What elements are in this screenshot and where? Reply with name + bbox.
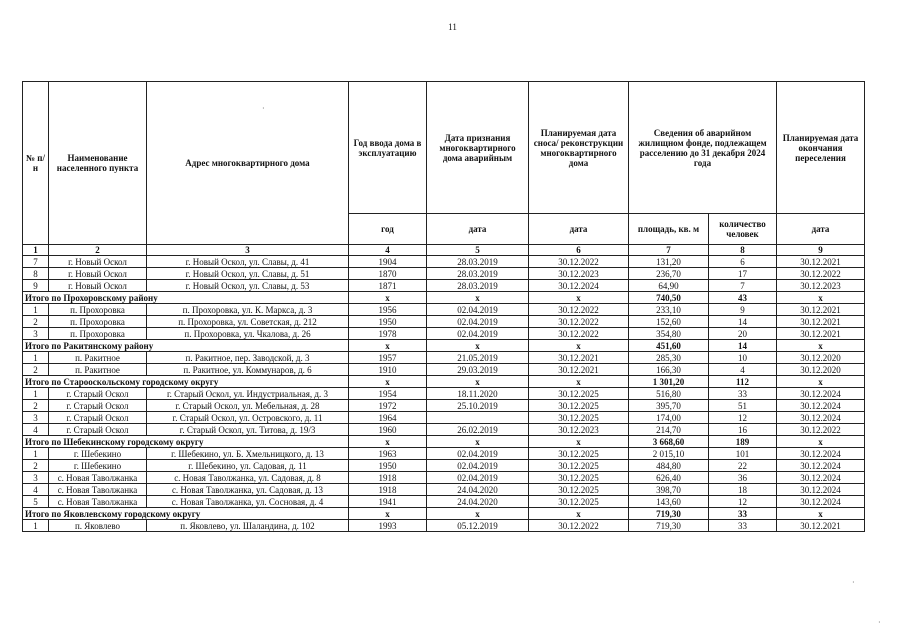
date-resettle-cell: 30.12.2021	[777, 520, 865, 532]
header-year-built: Год ввода дома в эксплуатацию	[349, 82, 427, 214]
date-resettle-cell: 30.12.2021	[777, 304, 865, 316]
date-resettle-cell: 30.12.2021	[777, 328, 865, 340]
area-cell: 719,30	[629, 520, 709, 532]
area-cell: 236,70	[629, 268, 709, 280]
date-demolish-cell: 30.12.2022	[529, 328, 629, 340]
subtotal-cell: x	[777, 340, 865, 352]
address-cell: с. Новая Таволжанка, ул. Сосновая, д. 4	[147, 496, 349, 508]
year-cell: 1972	[349, 400, 427, 412]
table-row	[23, 256, 865, 268]
table-row	[23, 412, 865, 424]
address-cell: г. Старый Оскол, ул. Островского, д. 11	[147, 412, 349, 424]
date-demolish-cell: 30.12.2025	[529, 472, 629, 484]
date-unsafe-cell: 18.11.2020	[427, 388, 529, 400]
subtotal-cell: 43	[709, 292, 777, 304]
subtotal-cell: x	[529, 508, 629, 520]
resettlement-table	[22, 81, 865, 532]
date-unsafe-cell: 02.04.2019	[427, 316, 529, 328]
subtotal-cell: x	[529, 340, 629, 352]
date-demolish-cell: 30.12.2022	[529, 304, 629, 316]
people-cell: 14	[709, 316, 777, 328]
subtotal-cell: x	[427, 436, 529, 448]
table-body	[23, 256, 865, 532]
row-num: 5	[23, 496, 49, 508]
date-resettle-cell: 30.12.2020	[777, 352, 865, 364]
address-cell: г. Шебекино, ул. Садовая, д. 11	[147, 460, 349, 472]
area-cell: 398,70	[629, 484, 709, 496]
header-fund-info: Сведения об аварийном жилищном фонде, подлежащем расселению до 31 декабря 2024 года	[629, 82, 777, 214]
subtotal-cell: 14	[709, 340, 777, 352]
people-cell: 20	[709, 328, 777, 340]
subtotal-cell: x	[427, 376, 529, 388]
date-demolish-cell: 30.12.2022	[529, 520, 629, 532]
subtotal-cell: x	[529, 376, 629, 388]
area-cell: 516,80	[629, 388, 709, 400]
subtotal-cell: 740,50	[629, 292, 709, 304]
date-demolish-cell: 30.12.2025	[529, 460, 629, 472]
area-cell: 484,80	[629, 460, 709, 472]
date-resettle-cell: 30.12.2020	[777, 364, 865, 376]
year-cell: 1957	[349, 352, 427, 364]
column-number: 2	[49, 245, 147, 256]
people-cell: 22	[709, 460, 777, 472]
subtotal-cell: 719,30	[629, 508, 709, 520]
address-cell: г. Старый Оскол, ул. Титова, д. 19/3	[147, 424, 349, 436]
settlement-cell: г. Старый Оскол	[49, 400, 147, 412]
date-resettle-cell: 30.12.2021	[777, 316, 865, 328]
subheader-area: площадь, кв. м	[629, 214, 709, 245]
address-cell: г. Новый Оскол, ул. Славы, д. 41	[147, 256, 349, 268]
subtotal-cell: x	[427, 340, 529, 352]
column-number: 5	[427, 245, 529, 256]
year-cell: 1918	[349, 484, 427, 496]
address-cell: г. Шебекино, ул. Б. Хмельницкого, д. 13	[147, 448, 349, 460]
date-unsafe-cell: 21.05.2019	[427, 352, 529, 364]
table-row	[23, 316, 865, 328]
header-settlement: Наименование населенного пункта	[49, 82, 147, 245]
date-unsafe-cell: 05.12.2019	[427, 520, 529, 532]
subtotal-cell: x	[777, 292, 865, 304]
settlement-cell: п. Прохоровка	[49, 304, 147, 316]
area-cell: 166,30	[629, 364, 709, 376]
date-demolish-cell: 30.12.2025	[529, 388, 629, 400]
address-cell: г. Новый Оскол, ул. Славы, д. 53	[147, 280, 349, 292]
settlement-cell: г. Новый Оскол	[49, 280, 147, 292]
people-cell: 12	[709, 496, 777, 508]
table-row	[23, 328, 865, 340]
subtotal-cell: 33	[709, 508, 777, 520]
row-num: 4	[23, 484, 49, 496]
subtotal-row	[23, 292, 865, 304]
subtotal-cell: x	[349, 340, 427, 352]
date-unsafe-cell: 29.03.2019	[427, 364, 529, 376]
row-num: 9	[23, 280, 49, 292]
column-number: 8	[709, 245, 777, 256]
subtotal-cell: 1 301,20	[629, 376, 709, 388]
row-num: 3	[23, 412, 49, 424]
table-row	[23, 280, 865, 292]
address-cell: п. Ракитное, пер. Заводской, д. 3	[147, 352, 349, 364]
header-date-resettle: Планируемая дата окончания переселения	[777, 82, 865, 214]
settlement-cell: г. Старый Оскол	[49, 412, 147, 424]
date-demolish-cell: 30.12.2022	[529, 256, 629, 268]
date-resettle-cell: 30.12.2021	[777, 256, 865, 268]
date-unsafe-cell: 26.02.2019	[427, 424, 529, 436]
column-number: 9	[777, 245, 865, 256]
area-cell: 131,20	[629, 256, 709, 268]
header-date-demolish: Планируемая дата сноса/ реконструкции многоквартирного дома	[529, 82, 629, 214]
date-resettle-cell: 30.12.2024	[777, 448, 865, 460]
row-num: 1	[23, 304, 49, 316]
date-resettle-cell: 30.12.2022	[777, 424, 865, 436]
table-row	[23, 520, 865, 532]
date-unsafe-cell	[427, 412, 529, 424]
people-cell: 10	[709, 352, 777, 364]
subtotal-label: Итого по Старооскольскому городскому округу	[23, 376, 349, 388]
date-unsafe-cell: 28.03.2019	[427, 280, 529, 292]
area-cell: 233,10	[629, 304, 709, 316]
year-cell: 1910	[349, 364, 427, 376]
settlement-cell: г. Шебекино	[49, 460, 147, 472]
people-cell: 18	[709, 484, 777, 496]
row-num: 8	[23, 268, 49, 280]
year-cell: 1871	[349, 280, 427, 292]
scan-speck: ·	[852, 578, 855, 587]
date-resettle-cell: 30.12.2024	[777, 496, 865, 508]
header-num: № п/н	[23, 82, 49, 245]
people-cell: 16	[709, 424, 777, 436]
date-demolish-cell: 30.12.2023	[529, 268, 629, 280]
date-resettle-cell: 30.12.2024	[777, 400, 865, 412]
date-resettle-cell: 30.12.2023	[777, 280, 865, 292]
subtotal-cell: x	[349, 292, 427, 304]
table-row	[23, 484, 865, 496]
column-number: 3	[147, 245, 349, 256]
address-cell: п. Яковлево, ул. Шаландина, д. 102	[147, 520, 349, 532]
date-unsafe-cell: 28.03.2019	[427, 268, 529, 280]
settlement-cell: с. Новая Таволжанка	[49, 496, 147, 508]
subtotal-label: Итого по Ракитянскому району	[23, 340, 349, 352]
date-unsafe-cell: 02.04.2019	[427, 304, 529, 316]
subtotal-label: Итого по Яковлевскому городскому округу	[23, 508, 349, 520]
settlement-cell: с. Новая Таволжанка	[49, 472, 147, 484]
year-cell: 1960	[349, 424, 427, 436]
subtotal-cell: x	[529, 436, 629, 448]
people-cell: 9	[709, 304, 777, 316]
date-resettle-cell: 30.12.2024	[777, 460, 865, 472]
subtotal-cell: x	[777, 436, 865, 448]
people-cell: 12	[709, 412, 777, 424]
address-cell: г. Старый Оскол, ул. Мебельная, д. 28	[147, 400, 349, 412]
address-cell: г. Новый Оскол, ул. Славы, д. 51	[147, 268, 349, 280]
subtotal-cell: x	[349, 436, 427, 448]
date-resettle-cell: 30.12.2024	[777, 472, 865, 484]
subheader-date-2: дата	[529, 214, 629, 245]
subheader-year: год	[349, 214, 427, 245]
people-cell: 33	[709, 388, 777, 400]
people-cell: 7	[709, 280, 777, 292]
area-cell: 626,40	[629, 472, 709, 484]
subtotal-cell: 189	[709, 436, 777, 448]
people-cell: 33	[709, 520, 777, 532]
date-resettle-cell: 30.12.2024	[777, 412, 865, 424]
column-number: 7	[629, 245, 709, 256]
subtotal-label: Итого по Прохоровскому району	[23, 292, 349, 304]
header-date-unsafe: Дата признания многоквартирного дома аварийным	[427, 82, 529, 214]
row-num: 2	[23, 460, 49, 472]
year-cell: 1954	[349, 388, 427, 400]
people-cell: 36	[709, 472, 777, 484]
table-row	[23, 496, 865, 508]
subtotal-cell: 3 668,60	[629, 436, 709, 448]
year-cell: 1978	[349, 328, 427, 340]
area-cell: 152,60	[629, 316, 709, 328]
table-row	[23, 424, 865, 436]
subtotal-cell: x	[529, 292, 629, 304]
people-cell: 101	[709, 448, 777, 460]
table-row	[23, 304, 865, 316]
column-number: 4	[349, 245, 427, 256]
column-number: 6	[529, 245, 629, 256]
row-num: 2	[23, 400, 49, 412]
date-demolish-cell: 30.12.2021	[529, 352, 629, 364]
people-cell: 17	[709, 268, 777, 280]
subtotal-row	[23, 340, 865, 352]
subtotal-cell: x	[777, 508, 865, 520]
date-unsafe-cell: 02.04.2019	[427, 328, 529, 340]
address-cell: п. Ракитное, ул. Коммунаров, д. 6	[147, 364, 349, 376]
row-num: 1	[23, 448, 49, 460]
subtotal-cell: 112	[709, 376, 777, 388]
subtotal-cell: x	[349, 376, 427, 388]
year-cell: 1956	[349, 304, 427, 316]
date-unsafe-cell: 24.04.2020	[427, 496, 529, 508]
date-demolish-cell: 30.12.2025	[529, 412, 629, 424]
date-resettle-cell: 30.12.2022	[777, 268, 865, 280]
year-cell: 1950	[349, 316, 427, 328]
year-cell: 1941	[349, 496, 427, 508]
date-demolish-cell: 30.12.2023	[529, 424, 629, 436]
table-row	[23, 400, 865, 412]
address-cell: п. Прохоровка, ул. Советская, д. 212	[147, 316, 349, 328]
date-resettle-cell: 30.12.2024	[777, 484, 865, 496]
row-num: 3	[23, 328, 49, 340]
people-cell: 4	[709, 364, 777, 376]
subtotal-cell: x	[349, 508, 427, 520]
row-num: 7	[23, 256, 49, 268]
row-num: 3	[23, 472, 49, 484]
row-num: 1	[23, 388, 49, 400]
settlement-cell: п. Ракитное	[49, 364, 147, 376]
year-cell: 1870	[349, 268, 427, 280]
area-cell: 143,60	[629, 496, 709, 508]
date-demolish-cell: 30.12.2022	[529, 316, 629, 328]
year-cell: 1904	[349, 256, 427, 268]
date-demolish-cell: 30.12.2021	[529, 364, 629, 376]
row-num: 4	[23, 424, 49, 436]
subheader-date-1: дата	[427, 214, 529, 245]
subtotal-row	[23, 436, 865, 448]
year-cell: 1918	[349, 472, 427, 484]
settlement-cell: п. Яковлево	[49, 520, 147, 532]
column-number-row	[23, 245, 865, 256]
people-cell: 51	[709, 400, 777, 412]
address-cell: с. Новая Таволжанка, ул. Садовая, д. 13	[147, 484, 349, 496]
year-cell: 1964	[349, 412, 427, 424]
date-demolish-cell: 30.12.2025	[529, 484, 629, 496]
subtotal-label: Итого по Шебекинскому городскому округу	[23, 436, 349, 448]
area-cell: 2 015,10	[629, 448, 709, 460]
date-demolish-cell: 30.12.2025	[529, 496, 629, 508]
row-num: 1	[23, 352, 49, 364]
settlement-cell: г. Старый Оскол	[49, 388, 147, 400]
date-unsafe-cell: 28.03.2019	[427, 256, 529, 268]
date-demolish-cell: 30.12.2025	[529, 400, 629, 412]
subheader-date-3: дата	[777, 214, 865, 245]
header-row	[23, 82, 865, 214]
address-cell: п. Прохоровка, ул. К. Маркса, д. 3	[147, 304, 349, 316]
table-row	[23, 268, 865, 280]
subtotal-cell: x	[427, 508, 529, 520]
scan-speck: ·	[262, 104, 265, 113]
year-cell: 1993	[349, 520, 427, 532]
settlement-cell: г. Шебекино	[49, 448, 147, 460]
date-unsafe-cell: 02.04.2019	[427, 460, 529, 472]
area-cell: 214,70	[629, 424, 709, 436]
settlement-cell: г. Новый Оскол	[49, 256, 147, 268]
date-unsafe-cell: 02.04.2019	[427, 472, 529, 484]
table-row	[23, 352, 865, 364]
subtotal-cell: x	[427, 292, 529, 304]
area-cell: 174,00	[629, 412, 709, 424]
date-resettle-cell: 30.12.2024	[777, 388, 865, 400]
address-cell: п. Прохоровка, ул. Чкалова, д. 26	[147, 328, 349, 340]
people-cell: 6	[709, 256, 777, 268]
settlement-cell: п. Прохоровка	[49, 316, 147, 328]
subtotal-row	[23, 376, 865, 388]
column-number: 1	[23, 245, 49, 256]
area-cell: 285,30	[629, 352, 709, 364]
address-cell: с. Новая Таволжанка, ул. Садовая, д. 8	[147, 472, 349, 484]
table-row	[23, 460, 865, 472]
subtotal-cell: x	[777, 376, 865, 388]
settlement-cell: п. Прохоровка	[49, 328, 147, 340]
settlement-cell: с. Новая Таволжанка	[49, 484, 147, 496]
settlement-cell: г. Старый Оскол	[49, 424, 147, 436]
table-row	[23, 388, 865, 400]
scan-speck: ·	[878, 618, 881, 627]
row-num: 2	[23, 364, 49, 376]
year-cell: 1950	[349, 460, 427, 472]
subtotal-cell: 451,60	[629, 340, 709, 352]
table-row	[23, 364, 865, 376]
area-cell: 395,70	[629, 400, 709, 412]
subheader-people: количество человек	[709, 214, 777, 245]
area-cell: 354,80	[629, 328, 709, 340]
row-num: 1	[23, 520, 49, 532]
date-unsafe-cell: 25.10.2019	[427, 400, 529, 412]
date-unsafe-cell: 24.04.2020	[427, 484, 529, 496]
subtotal-row	[23, 508, 865, 520]
row-num: 2	[23, 316, 49, 328]
date-unsafe-cell: 02.04.2019	[427, 448, 529, 460]
date-demolish-cell: 30.12.2024	[529, 280, 629, 292]
area-cell: 64,90	[629, 280, 709, 292]
settlement-cell: п. Ракитное	[49, 352, 147, 364]
address-cell: г. Старый Оскол, ул. Индустриальная, д. 3	[147, 388, 349, 400]
header-address: Адрес многоквартирного дома	[147, 82, 349, 245]
year-cell: 1963	[349, 448, 427, 460]
page-number: 11	[448, 22, 457, 32]
date-demolish-cell: 30.12.2025	[529, 448, 629, 460]
table-row	[23, 472, 865, 484]
settlement-cell: г. Новый Оскол	[49, 268, 147, 280]
table-row	[23, 448, 865, 460]
